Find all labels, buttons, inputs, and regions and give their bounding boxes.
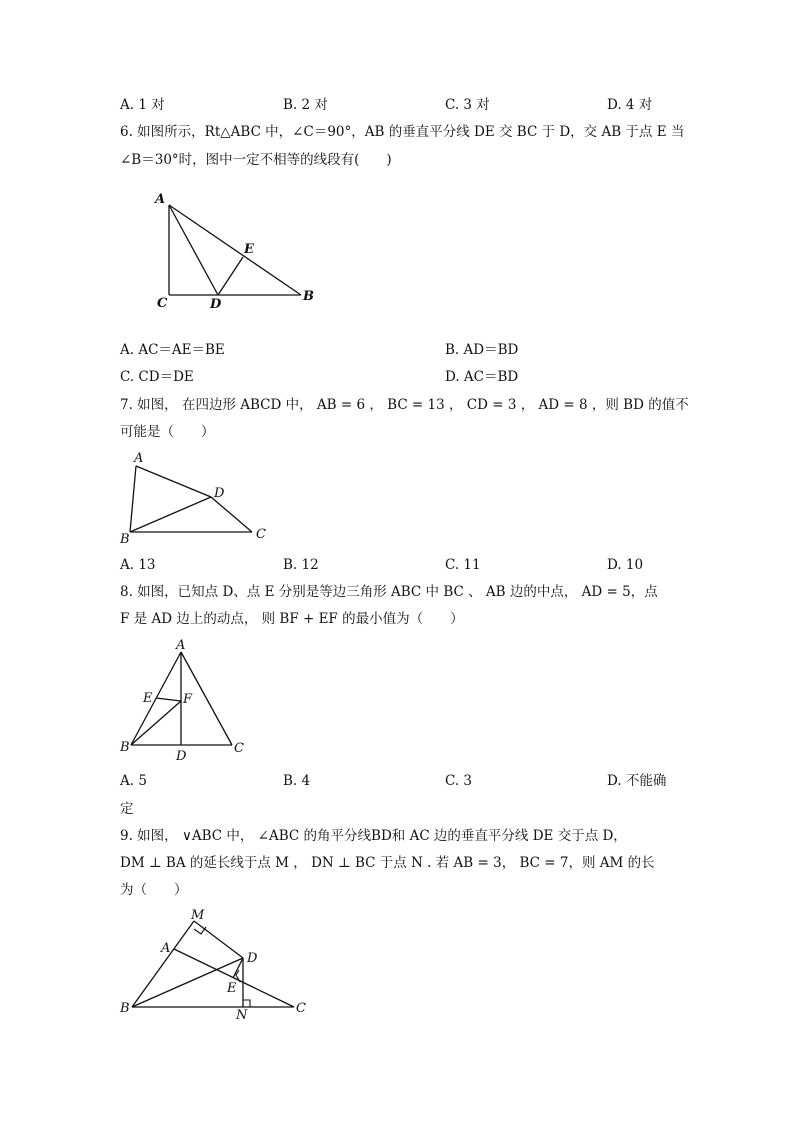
q8-label-b: B <box>120 740 130 755</box>
q6-option-c: C. CD＝DE <box>120 369 194 385</box>
q8-label-d: D <box>176 749 187 764</box>
q7-stem-line2: 可能是（ ） <box>120 424 215 440</box>
q9-label-c: C <box>296 1001 306 1016</box>
q9-stem-line3: 为（ ） <box>120 882 188 898</box>
q8-label-c: C <box>234 741 244 756</box>
q9-label-b: B <box>120 1001 130 1016</box>
q7-label-b: B <box>120 532 130 547</box>
q6-label-e: E <box>244 242 254 257</box>
q9-label-m: M <box>191 908 205 923</box>
q5-option-a: A. 1 对 <box>120 97 165 113</box>
q6-option-b: B. AD＝BD <box>445 342 519 358</box>
q9-label-n: N <box>236 1008 248 1023</box>
q7-option-a: A. 13 <box>120 557 156 573</box>
q6-label-b: B <box>303 289 314 304</box>
q5-option-c: C. 3 对 <box>445 97 490 113</box>
q8-option-c: C. 3 <box>445 773 473 789</box>
q8-label-a: A <box>176 638 186 653</box>
q6-stem-line1: 6. 如图所示，Rt△ABC 中，∠C＝90°，AB 的垂直平分线 DE 交 BC 于 D，交 AB 于点 E 当 <box>120 124 685 140</box>
q6-label-c: C <box>157 296 168 311</box>
q7-option-b: B. 12 <box>283 557 319 573</box>
q6-label-d: D <box>210 297 222 312</box>
q9-label-d: D <box>247 951 258 966</box>
q9-stem-line1: 9. 如图， ∨ABC 中， ∠ABC 的角平分线BD和 AC 边的垂直平分线 DE 交于点 D， <box>120 828 627 844</box>
q8-option-b: B. 4 <box>283 773 311 789</box>
q6-stem-line2: ∠B＝30°时，图中一定不相等的线段有( ) <box>120 152 392 168</box>
q9-label-e: E <box>227 981 237 996</box>
q6-label-a: A <box>155 192 166 207</box>
q7-option-c: C. 11 <box>445 557 481 573</box>
q7-label-a: A <box>134 451 144 466</box>
q7-label-c: C <box>256 527 266 542</box>
q8-option-d-wrap: 定 <box>120 801 134 817</box>
q7-stem-line1: 7. 如图， 在四边形 ABCD 中， AB = 6 ， BC = 13 ， CD = 3 ， AD = 8 ，则 BD 的值不 <box>120 397 689 413</box>
q8-option-a: A. 5 <box>120 773 147 789</box>
q9-label-a: A <box>161 941 171 956</box>
q8-label-f: F <box>183 692 193 707</box>
q8-option-d: D. 不能确 <box>607 773 667 789</box>
q7-option-d: D. 10 <box>607 557 644 573</box>
q6-option-d: D. AC＝BD <box>445 369 519 385</box>
q6-option-a: A. AC＝AE＝BE <box>120 342 225 358</box>
q8-stem-line2: F 是 AD 边上的动点， 则 BF + EF 的最小值为（ ） <box>120 611 464 627</box>
q7-label-d: D <box>214 486 225 501</box>
q5-option-d: D. 4 对 <box>607 97 653 113</box>
q9-stem-line2: DM ⊥ BA 的延长线于点 M ， DN ⊥ BC 于点 N . 若 AB = 3， BC = 7，则 AM 的长 <box>120 855 655 871</box>
q8-stem-line1: 8. 如图，已知点 D、点 E 分别是等边三角形 ABC 中 BC 、 AB 边的中点， AD = 5，点 <box>120 584 658 600</box>
q5-option-b: B. 2 对 <box>283 97 328 113</box>
q8-label-e: E <box>143 691 153 706</box>
